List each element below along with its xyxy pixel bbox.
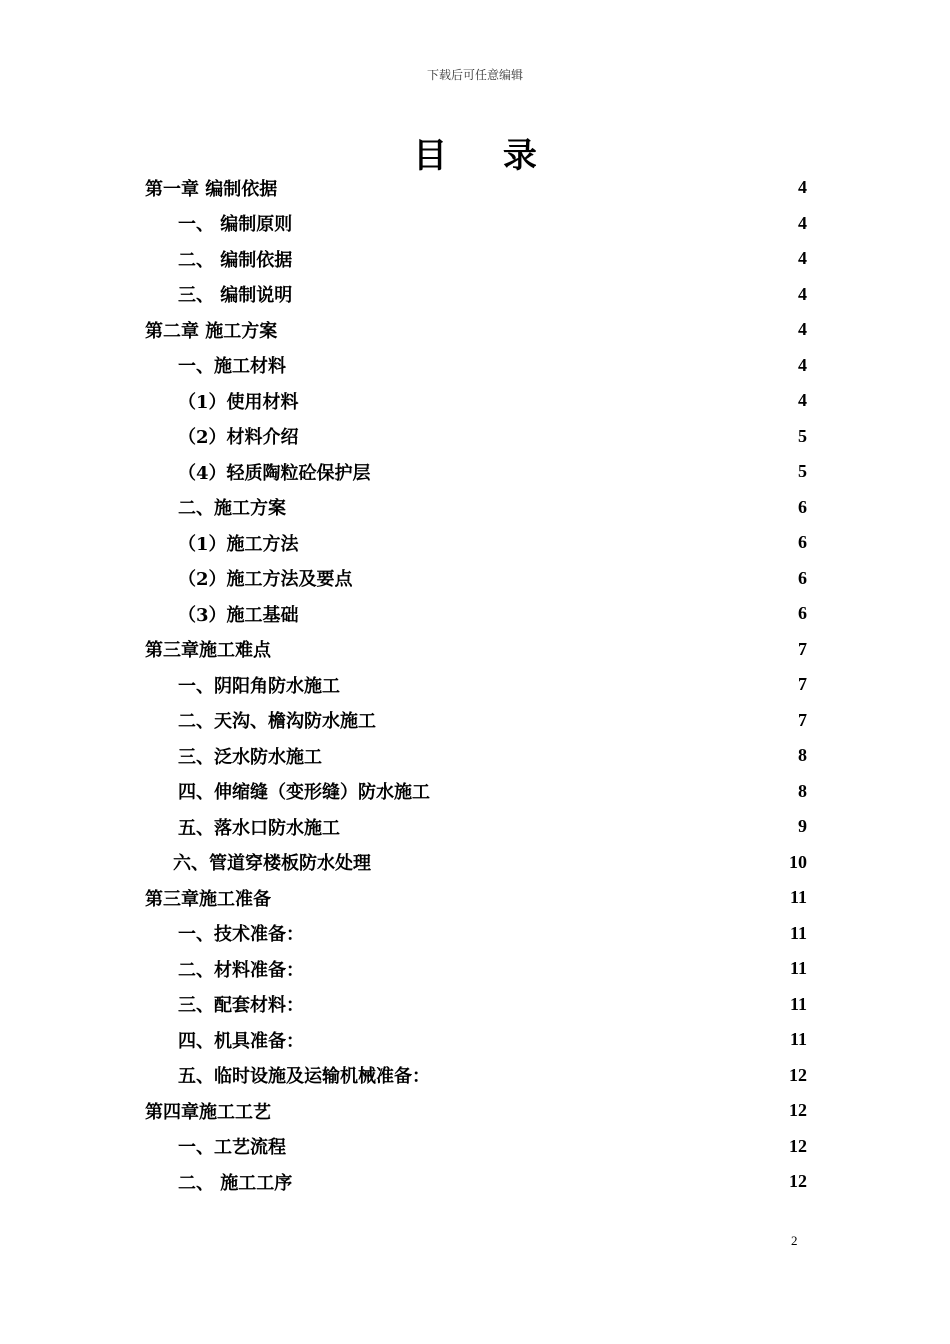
toc-entry[interactable] xyxy=(145,1129,807,1165)
toc-entry-page-number: 8 xyxy=(798,745,807,766)
toc-entry-title: 二、 施工工序 xyxy=(178,1172,293,1194)
toc-entry-title: 五、临时设施及运输机械准备： xyxy=(178,1066,430,1088)
toc-entry[interactable] xyxy=(145,703,807,739)
toc-entry-title: 四、机具准备： xyxy=(178,1030,304,1052)
toc-entry-title: 二、材料准备： xyxy=(178,959,304,981)
toc-entry-title: 五、落水口防水施工 xyxy=(178,817,340,839)
toc-entry-title: 二、 编制依据 xyxy=(178,249,293,271)
toc-entry-title: 一、施工材料 xyxy=(178,356,286,378)
toc-entry-title: （3）施工基础 xyxy=(178,604,299,626)
toc-entry[interactable] xyxy=(145,312,807,348)
toc-entry-title: （1）施工方法 xyxy=(178,533,299,555)
toc-entry[interactable] xyxy=(145,809,807,845)
toc-entry[interactable] xyxy=(145,845,807,881)
toc-entry-title: 第一章 编制依据 xyxy=(145,178,278,200)
toc-entry[interactable] xyxy=(145,596,807,632)
toc-entry-page-number: 11 xyxy=(789,887,807,908)
toc-entry[interactable] xyxy=(145,1022,807,1058)
header-note: 下载后可任意编辑 xyxy=(426,68,523,82)
toc-entry-title: 一、工艺流程 xyxy=(178,1137,286,1159)
toc-entry-title: 四、伸缩缝（变形缝）防水施工 xyxy=(178,782,430,804)
toc-entry-page-number: 12 xyxy=(789,1135,807,1156)
toc-entry-title: 二、天沟、檐沟防水施工 xyxy=(178,711,376,733)
toc-entry-page-number: 7 xyxy=(798,674,807,695)
toc-entry-page-number: 11 xyxy=(789,958,807,979)
toc-entry[interactable] xyxy=(145,419,807,455)
toc-entry-page-number: 4 xyxy=(798,390,807,411)
toc-entry-page-number: 4 xyxy=(798,248,807,269)
toc-entry-title: 第二章 施工方案 xyxy=(145,320,278,342)
toc-entry-page-number: 8 xyxy=(798,780,807,801)
toc-entry-title: 一、 编制原则 xyxy=(178,214,293,236)
toc-entry[interactable] xyxy=(145,1058,807,1094)
toc-entry[interactable] xyxy=(145,880,807,916)
toc-entry[interactable] xyxy=(145,987,807,1023)
toc-entry-page-number: 11 xyxy=(789,922,807,943)
toc-entry-title: （1）使用材料 xyxy=(178,391,299,413)
toc-entry-page-number: 11 xyxy=(789,1029,807,1050)
toc-entry-page-number: 7 xyxy=(798,638,807,659)
toc-entry-title: 一、技术准备： xyxy=(178,924,304,946)
toc-entry-page-number: 5 xyxy=(798,425,807,446)
toc-entry-title: （4）轻质陶粒砼保护层 xyxy=(178,462,371,484)
toc-entry-title: （2）施工方法及要点 xyxy=(178,569,353,591)
toc-entry-title: 一、阴阳角防水施工 xyxy=(178,675,340,697)
toc-entry-title: 二、施工方案 xyxy=(178,498,286,520)
toc-entry[interactable] xyxy=(145,170,807,206)
toc-entry[interactable] xyxy=(145,241,807,277)
toc-entry-title: 三、配套材料： xyxy=(178,995,304,1017)
toc-entry[interactable] xyxy=(145,632,807,668)
toc-entry-title: （2）材料介绍 xyxy=(178,427,299,449)
toc-entry[interactable] xyxy=(145,1164,807,1200)
toc-entry-page-number: 4 xyxy=(798,177,807,198)
toc-entry-page-number: 5 xyxy=(798,461,807,482)
toc-entry-page-number: 6 xyxy=(798,603,807,624)
toc-entry[interactable] xyxy=(145,951,807,987)
toc-entry-page-number: 11 xyxy=(789,993,807,1014)
toc-entry[interactable] xyxy=(145,348,807,384)
toc-entry-page-number: 4 xyxy=(798,354,807,375)
toc-entry-page-number: 12 xyxy=(789,1171,807,1192)
page-number: 2 xyxy=(791,1233,798,1248)
toc-entry[interactable] xyxy=(145,561,807,597)
toc-entry[interactable] xyxy=(145,916,807,952)
toc-entry-page-number: 4 xyxy=(798,283,807,304)
toc-entry-page-number: 9 xyxy=(798,816,807,837)
toc-entry-page-number: 4 xyxy=(798,212,807,233)
toc-entry-title: 六、管道穿楼板防水处理 xyxy=(173,853,371,875)
table-of-contents xyxy=(145,170,807,1200)
toc-entry-title: 三、 编制说明 xyxy=(178,285,293,307)
toc-entry[interactable] xyxy=(145,1093,807,1129)
toc-entry[interactable] xyxy=(145,667,807,703)
toc-entry[interactable] xyxy=(145,206,807,242)
toc-entry-page-number: 6 xyxy=(798,567,807,588)
toc-entry-title: 第四章施工工艺 xyxy=(145,1101,271,1123)
toc-entry-title: 第三章施工难点 xyxy=(145,640,271,662)
toc-entry[interactable] xyxy=(145,490,807,526)
toc-entry[interactable] xyxy=(145,277,807,313)
toc-entry[interactable] xyxy=(145,383,807,419)
toc-entry[interactable] xyxy=(145,525,807,561)
toc-entry[interactable] xyxy=(145,454,807,490)
toc-entry-page-number: 6 xyxy=(798,496,807,517)
toc-entry-page-number: 10 xyxy=(789,851,807,872)
toc-entry[interactable] xyxy=(145,738,807,774)
toc-entry[interactable] xyxy=(145,774,807,810)
toc-title: 目 录 xyxy=(413,136,559,176)
toc-entry-page-number: 6 xyxy=(798,532,807,553)
toc-entry-page-number: 12 xyxy=(789,1100,807,1121)
toc-entry-title: 三、泛水防水施工 xyxy=(178,746,322,768)
toc-entry-page-number: 12 xyxy=(789,1064,807,1085)
toc-entry-page-number: 7 xyxy=(798,709,807,730)
toc-entry-title: 第三章施工准备 xyxy=(145,888,271,910)
toc-entry-page-number: 4 xyxy=(798,319,807,340)
